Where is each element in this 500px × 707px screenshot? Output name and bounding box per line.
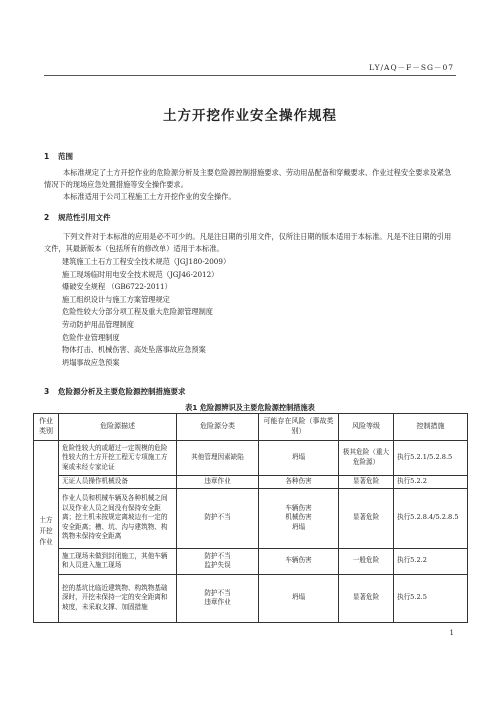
control-measure: 执行5.2.1/5.2.8.5	[394, 441, 468, 476]
hazard-desc: 无证人员操作机械设备	[59, 476, 177, 489]
reference-item: 危险性较大分部分项工程及重大危险源管理制度	[62, 307, 213, 317]
table-row	[34, 476, 468, 489]
reference-item: 危险作业管理制度	[62, 332, 120, 342]
col-header: 作业类别	[34, 414, 59, 441]
hazard-class: 防护不当	[177, 488, 259, 548]
hazard-class: 防护不当 违章作业	[177, 574, 259, 622]
hazard-desc: 挖的基坑比临近建筑物、构筑物基础深时，开挖未保持一定的安全距离和坡度，未采取支撑、加固措施	[59, 574, 177, 622]
section-1-para-1: 本标准规定了土方开挖作业的危险源分析及主要危险源控制措施要求、劳动用品配备和穿戴要求、作业过程安全要求及紧急情况下的现场应急处置措施等安全操作要求。	[44, 168, 452, 189]
hazard-risk: 各种伤害	[259, 476, 339, 489]
header-rule	[44, 75, 456, 76]
reference-item: 物体打击、机械伤害、高处坠落事故应急预案	[62, 345, 206, 355]
col-header: 危险源描述	[59, 414, 177, 441]
hazard-risk: 车辆伤害	[259, 548, 339, 574]
page-title: 土方开挖作业安全操作规程	[163, 108, 337, 124]
control-measure: 执行5.2.8.4/5.2.8.5	[394, 488, 468, 548]
hazard-risk: 坍塌	[259, 574, 339, 622]
reference-item: 爆破安全规程 （GB6722-2011）	[62, 282, 172, 292]
reference-item: 劳动防护用品管理制度	[62, 319, 134, 329]
control-measure: 执行5.2.2	[394, 476, 468, 489]
risk-level: 显著危险	[339, 476, 394, 489]
reference-list	[62, 256, 458, 369]
hazard-table	[33, 413, 468, 623]
table-row	[34, 548, 468, 574]
reference-item: 建筑施工土石方工程安全技术规范（JGJ180-2009）	[62, 257, 231, 266]
hazard-class: 其他管理因素缺陷	[177, 441, 259, 476]
section-2-heading: 2 规范性引用文件	[44, 213, 111, 222]
hazard-class: 违章作业	[177, 476, 259, 489]
control-measure: 执行5.2.5	[394, 574, 468, 622]
table-caption: 表1 危险源辨识及主要危险源控制措施表	[185, 403, 315, 412]
category-cell: 土方开挖作业	[34, 441, 59, 623]
hazard-desc: 施工现场未做到封闭施工，其他车辆和人员进入施工现场	[59, 548, 177, 574]
table-row	[34, 488, 468, 548]
risk-level: 显著危险	[339, 488, 394, 548]
col-header: 可能存在风险（事故类别）	[259, 414, 339, 441]
section-2-para-1: 下列文件对于本标准的应用是必不可少的。凡是注日期的引用文件，仅所注日期的版本适用于本标准。凡是不注日期的引用文件，其最新版本（包括所有的修改单）适用于本标准。	[44, 232, 452, 253]
risk-level: 一般危险	[339, 548, 394, 574]
hazard-risk: 坍塌	[259, 441, 339, 476]
table-row	[34, 574, 468, 622]
hazard-class: 防护不当 监护失误	[177, 548, 259, 574]
section-1-heading: 1 范围	[44, 152, 73, 161]
section-1-para-2: 本标准适用于公司工程施工土方开挖作业的安全操作。	[63, 192, 236, 201]
risk-level: 显著危险	[339, 574, 394, 622]
page-number: 1	[449, 629, 454, 637]
reference-item: 施工组织设计与施工方案管理规定	[62, 294, 170, 304]
document-code: LY/AQ－F－SG－07	[369, 63, 454, 72]
reference-item: 施工现场临时用电安全技术规范（JGJ46-2012）	[62, 269, 219, 279]
col-header: 风险等级	[339, 414, 394, 441]
table-row	[34, 441, 468, 476]
control-measure: 执行5.2.2	[394, 548, 468, 574]
risk-level: 极其危险（重大危险源）	[339, 441, 394, 476]
col-header: 危险源分类	[177, 414, 259, 441]
hazard-risk: 车辆伤害 机械伤害 坍塌	[259, 488, 339, 548]
section-3-heading: 3 危险源分析及主要危险源控制措施要求	[44, 387, 186, 396]
table-header-row	[34, 414, 468, 441]
hazard-desc: 作业人员和机械车辆及各种机械之间以及作业人员之间没有保持安全距离；挖土机未按规定离坡边有一定的安全距离；槽、坑、沟与建筑物、构筑物未保持安全距离	[59, 488, 177, 548]
reference-item: 坍塌事故应急预案	[62, 357, 120, 367]
hazard-desc: 危险性较大的或超过一定规模的危险性较大的土方开挖工程无专项施工方案或未经专家论证	[59, 441, 177, 476]
col-header: 控制措施	[394, 414, 468, 441]
